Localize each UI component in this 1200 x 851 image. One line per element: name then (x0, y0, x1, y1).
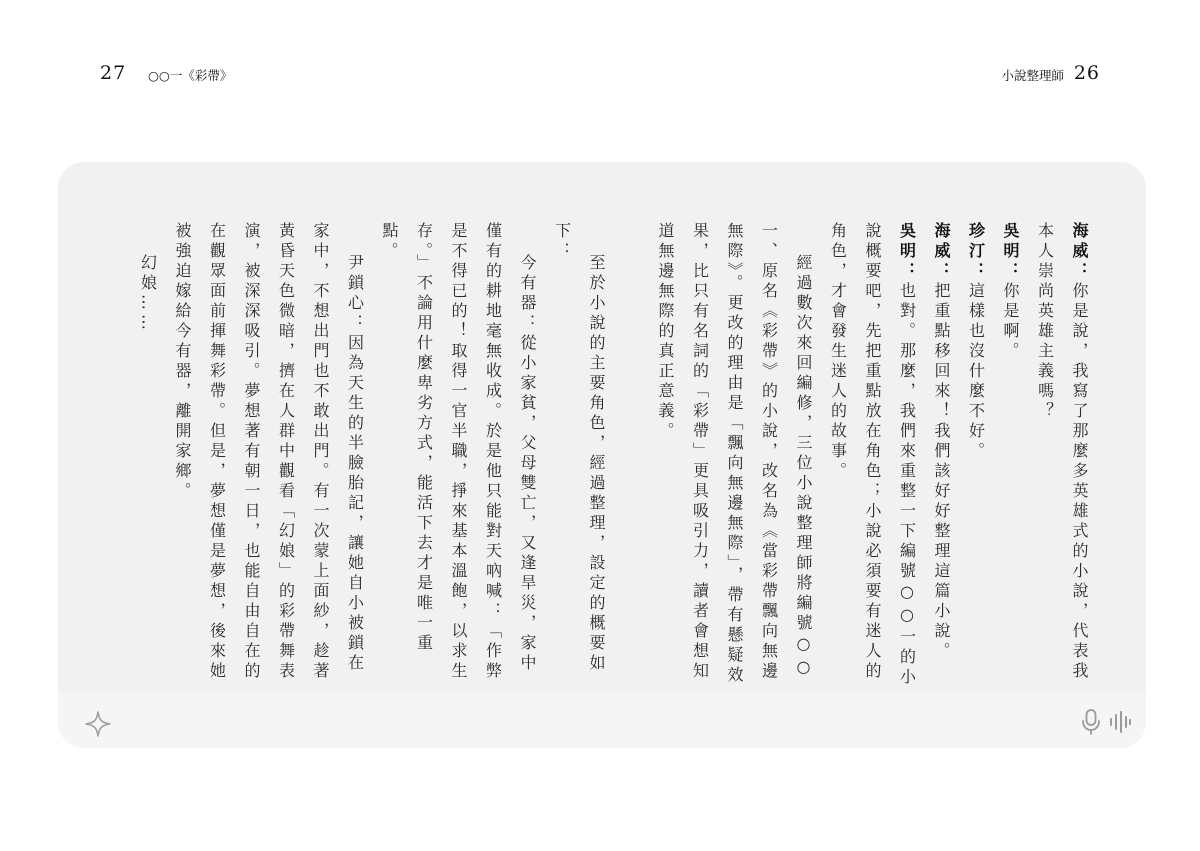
body-paragraph: 尹鎖心：因為天生的半臉胎記，讓她自小被鎖在家中，不想出門也不敢出門。有一次蒙上面紗，趁著黃昏天色微暗，擠在人群中觀看「幻娘」的彩帶舞表演，被深深吸引。夢想著有朝一日，也能自由自在的在觀眾面前揮舞彩帶。但是，夢想僅是夢想，後來她被強迫嫁給今有器，離開家鄉。 (173, 222, 365, 682)
body-paragraph: 幻娘…… (138, 254, 158, 334)
right-page-number: 26 (1073, 62, 1100, 84)
input-bar (58, 692, 1146, 748)
left-page-number: 27 (100, 62, 127, 84)
sparkle-icon[interactable] (84, 710, 112, 738)
dialogue-text: 也對。那麼，我們來重整一下編號○○一的小說概要吧，先把重點放在角色；小說必須要有迷人的角色，才會發生迷人的故事。 (828, 222, 917, 688)
speaker-name: 吳明： (1001, 222, 1020, 282)
dialogue-line (958, 222, 993, 692)
dialogue-text: 你是說，我寫了那麼多英雄式的小說，代表我本人崇尚英雄主義嗎？ (1035, 222, 1089, 682)
speaker-name: 吳明： (897, 222, 917, 282)
text-panel (58, 162, 1146, 748)
dialogue-line (924, 222, 959, 692)
waveform-icon[interactable] (1108, 710, 1132, 734)
dialogue-text: 你是啊。 (1001, 282, 1020, 362)
speaker-name: 海威： (932, 222, 951, 282)
dialogue-text: 把重點移回來！我們該好好整理這篇小說。 (932, 282, 951, 662)
body-paragraph: 今有器：從小家貧，父母雙亡，又逢旱災，家中僅有的耕地毫無收成。於是他只能對天吶喊：「作弊是不得已的！取得一官半職，掙來基本溫飽，以求生存。」不論用什麼卑劣方式，能活下去才是唯一重點。 (380, 222, 537, 682)
dialogue-line (820, 222, 924, 692)
speaker-name: 海威： (1070, 222, 1089, 282)
speaker-name: 珍汀： (966, 222, 986, 282)
body-paragraph: 至於小說的主要角色，經過整理，設定的概要如下： (552, 222, 606, 674)
right-running-title: 小說整理師 (1001, 68, 1064, 83)
dialogue-line (1027, 222, 1096, 692)
body-paragraph: 經過數次來回編修，三位小說整理師將編號○○一、原名《彩帶》的小說，改名為《當彩帶飄向無邊無際》。更改的理由是「飄向無邊無際」，帶有懸疑效果，比只有名詞的「彩帶」更具吸引力，讀者會想知道無邊無際的真正意義。 (656, 222, 813, 686)
microphone-icon[interactable] (1080, 708, 1102, 736)
dialogue-line (993, 222, 1028, 692)
left-running-title: ○○一《彩帶》 (148, 68, 233, 83)
dialogue-text: 這樣也沒什麼不好。 (966, 282, 986, 462)
vertical-body-text (130, 222, 1096, 692)
